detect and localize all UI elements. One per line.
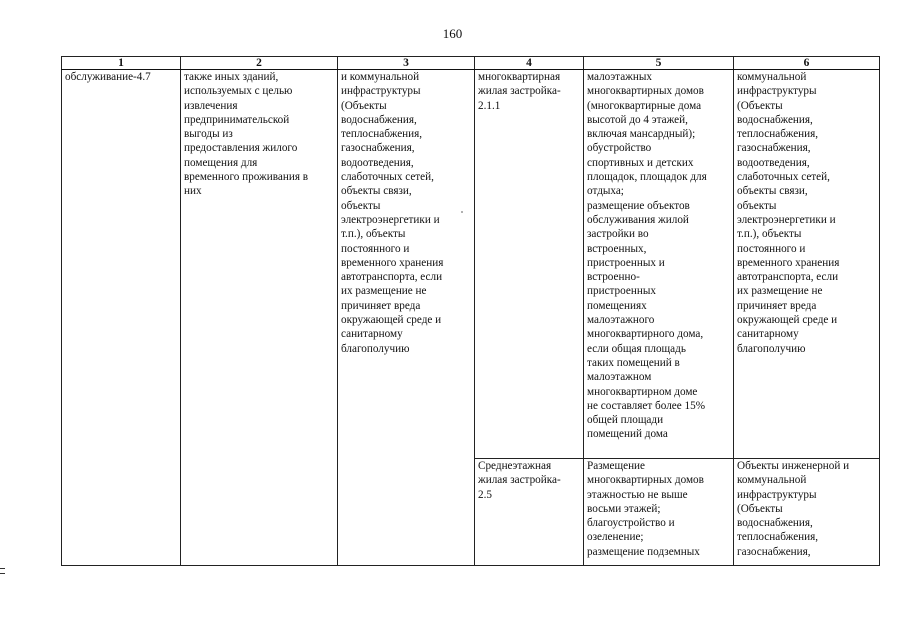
table-row	[62, 70, 880, 459]
column-header-1: 1	[62, 57, 181, 70]
column-header-6: 6	[734, 57, 880, 70]
column-header-3: 3	[338, 57, 475, 70]
land-use-table	[61, 56, 880, 566]
cell-service-infrastructure: и коммунальной инфраструктуры (Объекты водоснабжения, теплоснабжения, газоснабжения, водоотведения, слаботочных сетей, объекты связи, объекты электроэнергетики и т.п.), объекты постоянного и временного хранения автотранспорта, если их размещение не причиняет вреда окружающей среде и санитарному благополучию	[338, 70, 475, 566]
cell-midrise-code: Среднеэтажная жилая застройка- 2.5	[475, 459, 584, 566]
cell-service-description: также иных зданий, используемых с целью извлечения предпринимательской выгоды из предоставления жилого помещения для временного проживания в них	[181, 70, 338, 566]
column-header-5: 5	[584, 57, 734, 70]
column-header-4: 4	[475, 57, 584, 70]
cell-midrise-description: Размещение многоквартирных домов этажностью не выше восьми этажей; благоустройство и озеленение; размещение подземных	[584, 459, 734, 566]
scan-speck	[461, 211, 463, 213]
cell-midrise-infrastructure: Объекты инженерной и коммунальной инфраструктуры (Объекты водоснабжения, теплоснабжения, газоснабжения,	[734, 459, 880, 566]
cell-lowrise-code: многоквартирная жилая застройка- 2.1.1	[475, 70, 584, 459]
column-header-2: 2	[181, 57, 338, 70]
table-header-row	[62, 57, 880, 70]
cell-service-code: обслуживание-4.7	[62, 70, 181, 566]
cell-lowrise-description: малоэтажных многоквартирных домов (многоквартирные дома высотой до 4 этажей, включая мансардный); обустройство спортивных и детских площадок, площадок для отдыха; размещение объектов обслуживания жилой застройки во встроенных, пристроенных и встроенно- пристроенных помещениях малоэтажного многоквартирного дома, если общая площадь таких помещений в малоэтажном многоквартирном доме не составляет более 15% общей площади помещений дома	[584, 70, 734, 459]
page-number: 160	[442, 26, 463, 41]
cell-lowrise-infrastructure: коммунальной инфраструктуры (Объекты водоснабжения, теплоснабжения, газоснабжения, водоотведения, слаботочных сетей, объекты связи, объекты электроэнергетики и т.п.), объекты постоянного и временного хранения автотранспорта, если их размещение не причиняет вреда окружающей среде и санитарному благополучию	[734, 70, 880, 459]
scan-edge-mark	[0, 568, 5, 574]
